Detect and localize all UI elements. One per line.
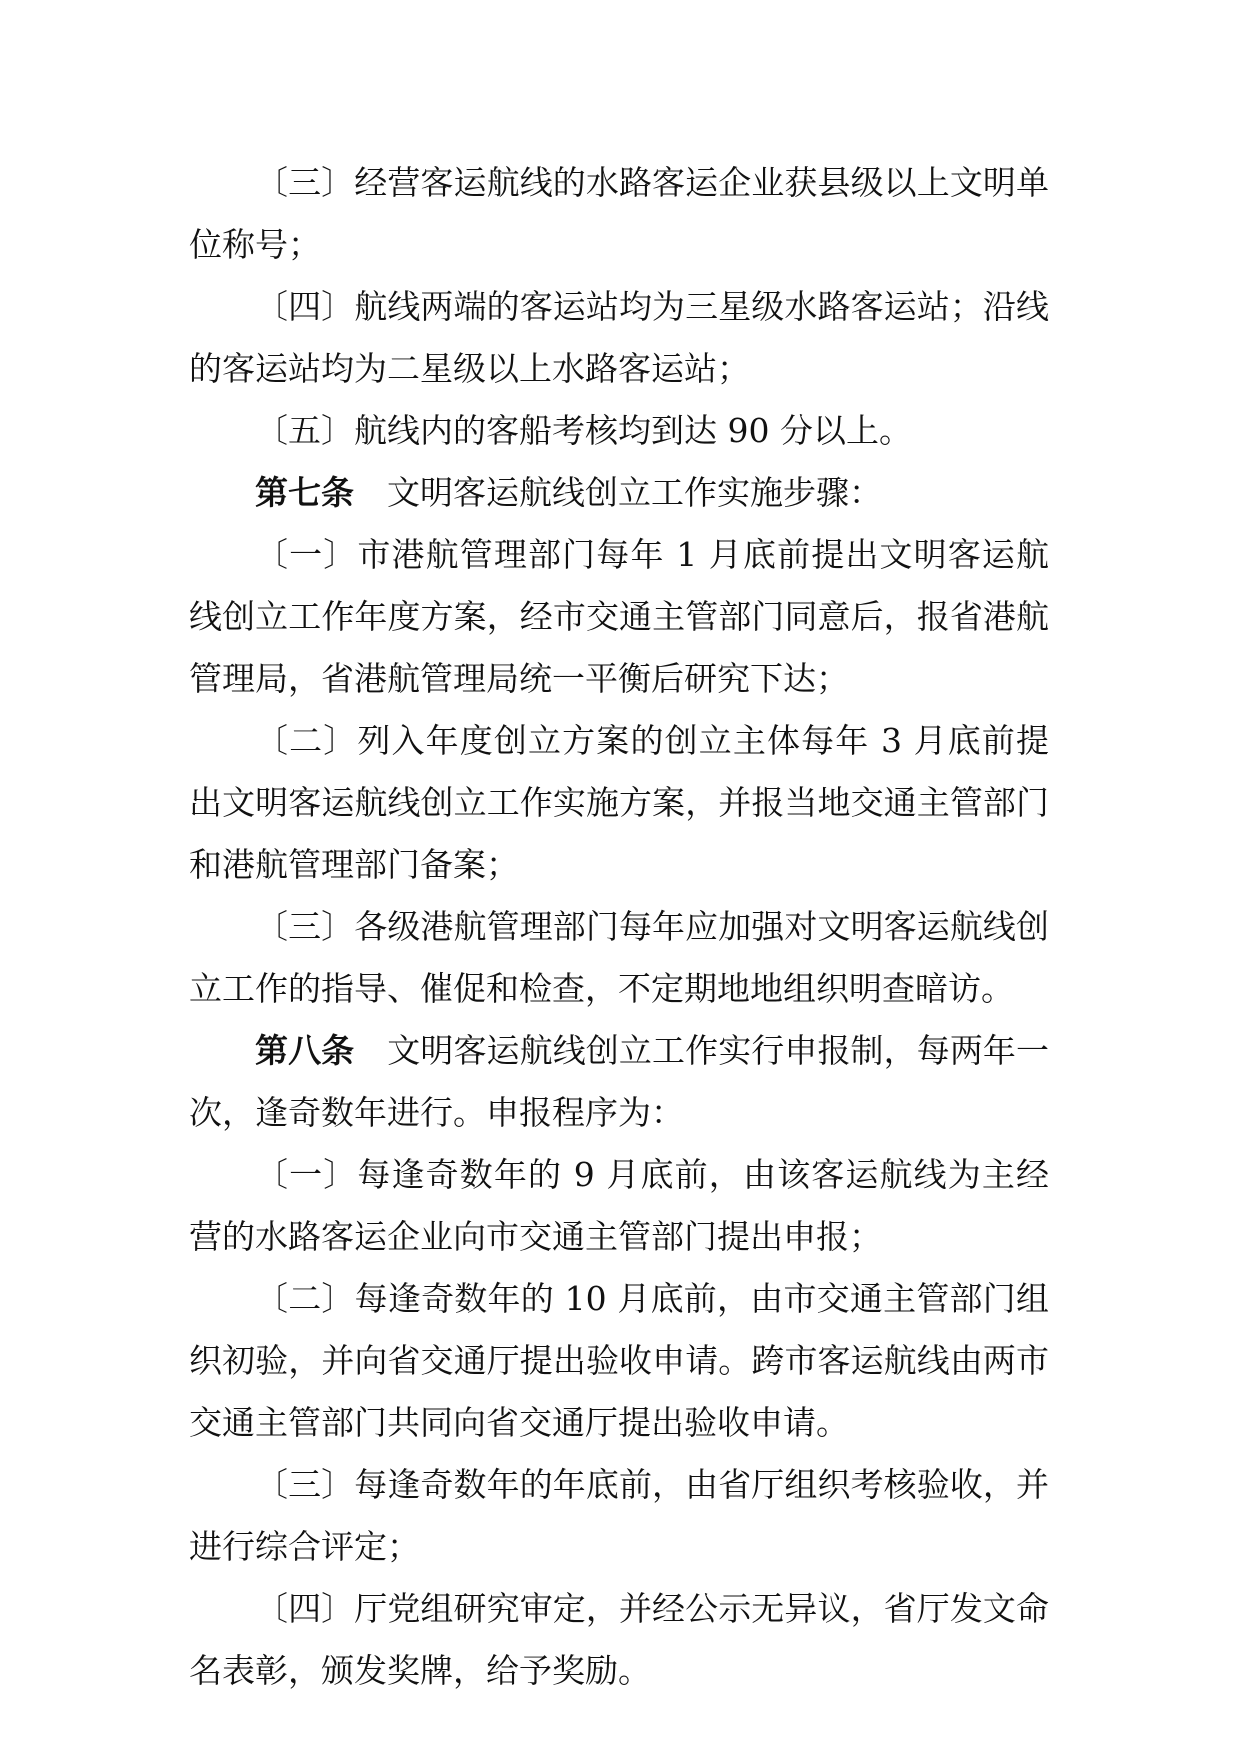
paragraph-article-8 bbox=[189, 1020, 1049, 1144]
paragraph-article-8-item-4: 〔四〕厅党组研究审定，并经公示无异议，省厅发文命名表彰，颁发奖牌，给予奖励。 bbox=[189, 1589, 1049, 1690]
article-7-text: 文明客运航线创立工作实施步骤： bbox=[387, 473, 882, 512]
paragraph-criteria-4: 〔四〕航线两端的客运站均为三星级水路客运站；沿线的客运站均为二星级以上水路客运站； bbox=[189, 287, 1049, 388]
paragraph-article-8-item-3: 〔三〕每逢奇数年的年底前，由省厅组织考核验收，并进行综合评定； bbox=[189, 1465, 1049, 1566]
paragraph-article-7-item-2: 〔二〕列入年度创立方案的创立主体每年 3 月底前提出文明客运航线创立工作实施方案，并报当地交通主管部门和港航管理部门备案； bbox=[189, 721, 1049, 884]
paragraph-article-7-item-1: 〔一〕市港航管理部门每年 1 月底前提出文明客运航线创立工作年度方案，经市交通主管部门同意后，报省港航管理局，省港航管理局统一平衡后研究下达； bbox=[189, 535, 1049, 698]
article-7-heading: 第七条 bbox=[255, 473, 354, 512]
paragraph-article-7-item-3: 〔三〕各级港航管理部门每年应加强对文明客运航线创立工作的指导、催促和检查，不定期地地组织明查暗访。 bbox=[189, 907, 1049, 1008]
paragraph-article-8-item-2: 〔二〕每逢奇数年的 10 月底前，由市交通主管部门组织初验，并向省交通厅提出验收申请。跨市客运航线由两市交通主管部门共同向省交通厅提出验收申请。 bbox=[189, 1279, 1049, 1442]
document-body bbox=[189, 152, 1049, 1702]
article-8-heading: 第八条 bbox=[255, 1031, 355, 1070]
paragraph-article-8-item-1: 〔一〕每逢奇数年的 9 月底前，由该客运航线为主经营的水路客运企业向市交通主管部门提出申报； bbox=[189, 1155, 1049, 1256]
paragraph-criteria-3: 〔三〕经营客运航线的水路客运企业获县级以上文明单位称号； bbox=[189, 163, 1049, 264]
paragraph-article-7 bbox=[189, 462, 1049, 524]
article-8-text: 文明客运航线创立工作实行申报制，每两年一次，逢奇数年进行。申报程序为： bbox=[189, 1031, 1050, 1132]
paragraph-criteria-5: 〔五〕航线内的客船考核均到达 90 分以上。 bbox=[255, 411, 912, 450]
